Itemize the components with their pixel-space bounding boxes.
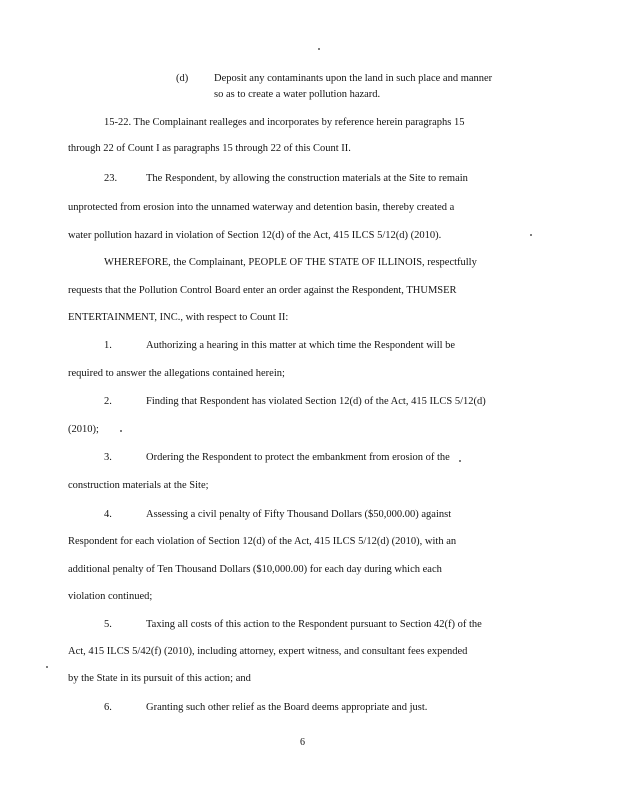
relief-item-line: Ordering the Respondent to protect the embankment from erosion of the: [146, 452, 450, 463]
relief-item-line: Granting such other relief as the Board deems appropriate and just.: [146, 702, 428, 713]
relief-item-line: required to answer the allegations contained herein;: [68, 368, 285, 379]
relief-item-line: Finding that Respondent has violated Section 12(d) of the Act, 415 ILCS 5/12(d): [146, 396, 486, 407]
relief-item-line: violation continued;: [68, 591, 153, 602]
relief-item-line: by the State in its pursuit of this action; and: [68, 673, 251, 684]
relief-item-line: Act, 415 ILCS 5/42(f) (2010), including attorney, expert witness, and consultant fees expended: [68, 646, 468, 657]
wherefore-line: requests that the Pollution Control Board enter an order against the Respondent, THUMSER: [68, 285, 457, 296]
relief-item-number: 4.: [104, 509, 112, 520]
paragraph-23-line: unprotected from erosion into the unnamed waterway and detention basin, thereby created a: [68, 202, 455, 213]
scan-speck: [459, 460, 461, 462]
relief-item-line: construction materials at the Site;: [68, 480, 209, 491]
scan-speck: [530, 234, 532, 236]
relief-item-line: Authorizing a hearing in this matter at which time the Respondent will be: [146, 340, 456, 351]
relief-item-line: Respondent for each violation of Section 12(d) of the Act, 415 ILCS 5/12(d) (2010), with an: [68, 536, 457, 547]
item-d-text-line: Deposit any contaminants upon the land in such place and manner: [214, 73, 493, 84]
item-d-label: (d): [176, 73, 189, 84]
relief-item-number: 3.: [104, 452, 112, 463]
paragraph-15-22-line: 15-22. The Complainant realleges and incorporates by reference herein paragraphs 15: [104, 117, 465, 128]
paragraph-23-line: The Respondent, by allowing the construction materials at the Site to remain: [146, 173, 468, 184]
relief-item-number: 6.: [104, 702, 112, 713]
relief-item-line: Assessing a civil penalty of Fifty Thousand Dollars ($50,000.00) against: [146, 509, 452, 520]
relief-item-number: 2.: [104, 396, 112, 407]
scan-speck: [46, 666, 48, 668]
relief-item-line: (2010);: [68, 424, 99, 435]
paragraph-23-line: water pollution hazard in violation of Section 12(d) of the Act, 415 ILCS 5/12(d) (2010).: [68, 230, 442, 241]
wherefore-line: WHEREFORE, the Complainant, PEOPLE OF THE STATE OF ILLINOIS, respectfully: [104, 257, 477, 268]
item-d-text-line: so as to create a water pollution hazard.: [214, 89, 381, 100]
relief-item-line: Taxing all costs of this action to the Respondent pursuant to Section 42(f) of the: [146, 619, 482, 630]
relief-item-number: 1.: [104, 340, 112, 351]
paragraph-23-number: 23.: [104, 173, 118, 184]
relief-item-number: 5.: [104, 619, 112, 630]
page-number: 6: [300, 737, 305, 748]
paragraph-15-22-line: through 22 of Count I as paragraphs 15 through 22 of this Count II.: [68, 143, 351, 154]
scan-speck: [318, 48, 320, 50]
scan-speck: [120, 430, 122, 432]
relief-item-line: additional penalty of Ten Thousand Dollars ($10,000.00) for each day during which each: [68, 564, 442, 575]
wherefore-line: ENTERTAINMENT, INC., with respect to Count II:: [68, 312, 289, 323]
